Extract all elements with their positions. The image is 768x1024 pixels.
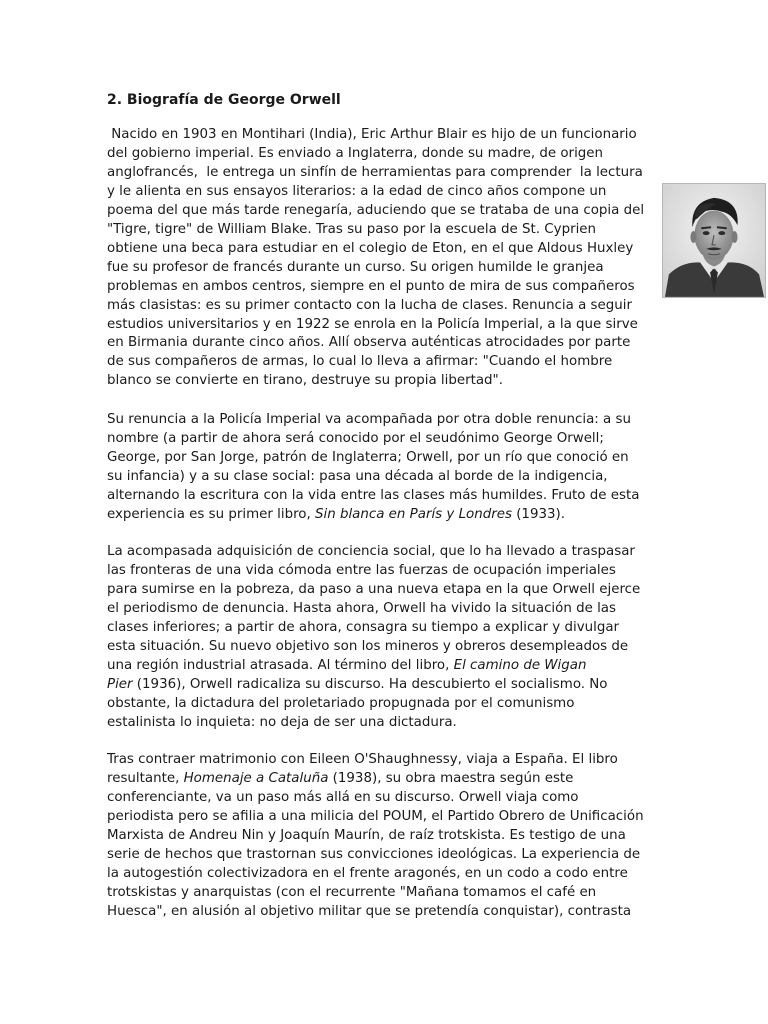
text-run: y le alienta en sus ensayos literarios: a la edad de cinco años compone un	[107, 183, 607, 199]
text-run: anglofrancés, le entrega un sinfín de herramientas para comprender la lectura	[107, 164, 643, 180]
text-line	[107, 449, 639, 468]
text-run: (1933).	[511, 506, 565, 522]
book-title: El camino de Wigan	[453, 657, 587, 673]
portrait-photo-icon	[663, 184, 765, 297]
text-run: (1936), Orwell radicaliza su discurso. Ha descubierto el socialismo. No	[132, 676, 608, 692]
text-run: clases inferiores; a partir de ahora, consagra su tiempo a explicar y divulgar	[107, 619, 620, 635]
text-run: Marxista de Andreu Nin y Joaquín Maurín, de raíz trotskista. Es testigo de una	[107, 827, 626, 843]
text-line	[107, 562, 640, 581]
text-line	[107, 468, 639, 487]
text-run: Su renuncia a la Policía Imperial va acompañada por otra doble renuncia: a su	[107, 412, 631, 427]
text-line	[107, 751, 644, 770]
text-line	[107, 334, 644, 353]
text-run: para sumirse en la pobreza, da paso a una nueva etapa en la que Orwell ejerce	[107, 581, 641, 597]
text-run: del gobierno imperial. Es enviado a Inglaterra, donde su madre, de origen	[107, 145, 604, 161]
paragraph-4	[107, 751, 644, 922]
portrait-photo	[662, 183, 766, 298]
text-line	[107, 278, 644, 297]
text-line	[107, 411, 639, 430]
paragraph-3	[107, 543, 640, 733]
text-run: La acompasada adquisición de conciencia social, que lo ha llevado a traspasar	[107, 544, 635, 559]
text-line	[107, 770, 644, 789]
text-run: la autogestión colectivizadora en el frente aragonés, en un codo a codo entre	[107, 865, 628, 881]
text-run: de sus compañeros de armas, lo cual lo lleva a afirmar: "Cuando el hombre	[107, 354, 613, 370]
text-line	[107, 865, 644, 884]
section-heading: 2. Biografía de George Orwell	[107, 92, 341, 108]
text-run: serie de hechos que trastornan sus convicciones ideológicas. La experiencia de	[107, 846, 641, 862]
text-line	[107, 581, 640, 600]
text-run: resultante,	[107, 770, 184, 786]
text-run: problemas en ambos centros, siempre en el punto de mira de sus compañeros	[107, 278, 635, 294]
text-line	[107, 506, 639, 525]
text-line	[107, 846, 644, 865]
text-line	[107, 676, 640, 695]
text-line	[107, 657, 640, 676]
text-run: nombre (a partir de ahora será conocido por el seudónimo George Orwell;	[107, 430, 604, 446]
book-title: Sin blanca en París y Londres	[314, 506, 512, 522]
text-line	[107, 164, 644, 183]
text-run: experiencia es su primer libro,	[107, 506, 315, 522]
book-title: Homenaje a Cataluña	[183, 770, 329, 786]
text-line	[107, 827, 644, 846]
text-line	[107, 221, 644, 240]
text-line	[107, 487, 639, 506]
text-run: blanco se convierte en tirano, destruye su propia libertad".	[107, 373, 503, 389]
text-line	[107, 297, 644, 316]
text-run: "Tigre, tigre" de William Blake. Tras su paso por la escuela de St. Cyprien	[107, 221, 597, 237]
text-line	[107, 638, 640, 657]
text-line	[107, 126, 644, 145]
text-run: Nacido en 1903 en Montihari (India), Eric Arthur Blair es hijo de un funcionario	[107, 127, 637, 142]
text-run: George, por San Jorge, patrón de Inglaterra; Orwell, por un río que conoció en	[107, 449, 629, 465]
text-line	[107, 808, 644, 827]
text-run: Huesca", en alusión al objetivo militar que se pretendía conquistar), contrasta	[107, 903, 632, 919]
text-run: una región industrial atrasada. Al término del libro,	[107, 657, 454, 673]
text-line	[107, 430, 639, 449]
text-line	[107, 353, 644, 372]
text-run: estudios universitarios y en 1922 se enrola en la Policía Imperial, a la que sirve	[107, 316, 638, 332]
text-line	[107, 884, 644, 903]
text-run: Tras contraer matrimonio con Eileen O'Shaughnessy, viaja a España. El libro	[107, 752, 618, 767]
text-run: conferenciante, va un paso más allá en su discurso. Orwell viaja como	[107, 789, 579, 805]
text-run: (1938), su obra maestra según este	[328, 770, 574, 786]
text-line	[107, 316, 644, 335]
text-line	[107, 714, 640, 733]
text-line	[107, 903, 644, 922]
text-run: las fronteras de una vida cómoda entre las fuerzas de ocupación imperiales	[107, 562, 616, 578]
text-line	[107, 259, 644, 278]
text-run: obstante, la dictadura del proletariado propugnada por el comunismo	[107, 695, 575, 711]
text-line	[107, 145, 644, 164]
book-title: Pier	[107, 676, 133, 692]
text-run: fue su profesor de francés durante un curso. Su origen humilde le granjea	[107, 259, 604, 275]
text-line	[107, 600, 640, 619]
text-run: más clasistas: es su primer contacto con la lucha de clases. Renuncia a seguir	[107, 297, 632, 313]
text-run: obtiene una beca para estudiar en el colegio de Eton, en el que Aldous Huxley	[107, 240, 634, 256]
text-line	[107, 789, 644, 808]
text-line	[107, 183, 644, 202]
text-line	[107, 240, 644, 259]
text-run: estalinista lo inquieta: no deja de ser una dictadura.	[107, 714, 457, 730]
text-run: su infancia) y a su clase social: pasa una década al borde de la indigencia,	[107, 468, 608, 484]
text-line	[107, 695, 640, 714]
text-run: esta situación. Su nuevo objetivo son los mineros y obreros desempleados de	[107, 638, 629, 654]
paragraph-2	[107, 411, 639, 525]
text-run: poema del que más tarde renegaría, aduciendo que se trataba de una copia del	[107, 202, 645, 218]
text-run: en Birmania durante cinco años. Allí observa auténticas atrocidades por parte	[107, 335, 631, 351]
paragraph-1	[107, 126, 644, 391]
text-line	[107, 619, 640, 638]
text-run: el periodismo de denuncia. Hasta ahora, Orwell ha vivido la situación de las	[107, 600, 616, 616]
text-run: trotskistas y anarquistas (con el recurrente "Mañana tomamos el café en	[107, 884, 597, 900]
text-run: alternando la escritura con la vida entre las clases más humildes. Fruto de esta	[107, 487, 640, 503]
text-line	[107, 543, 640, 562]
text-line	[107, 202, 644, 221]
text-run: periodista pero se afilia a una milicia del POUM, el Partido Obrero de Unificación	[107, 808, 644, 824]
text-line	[107, 372, 644, 391]
